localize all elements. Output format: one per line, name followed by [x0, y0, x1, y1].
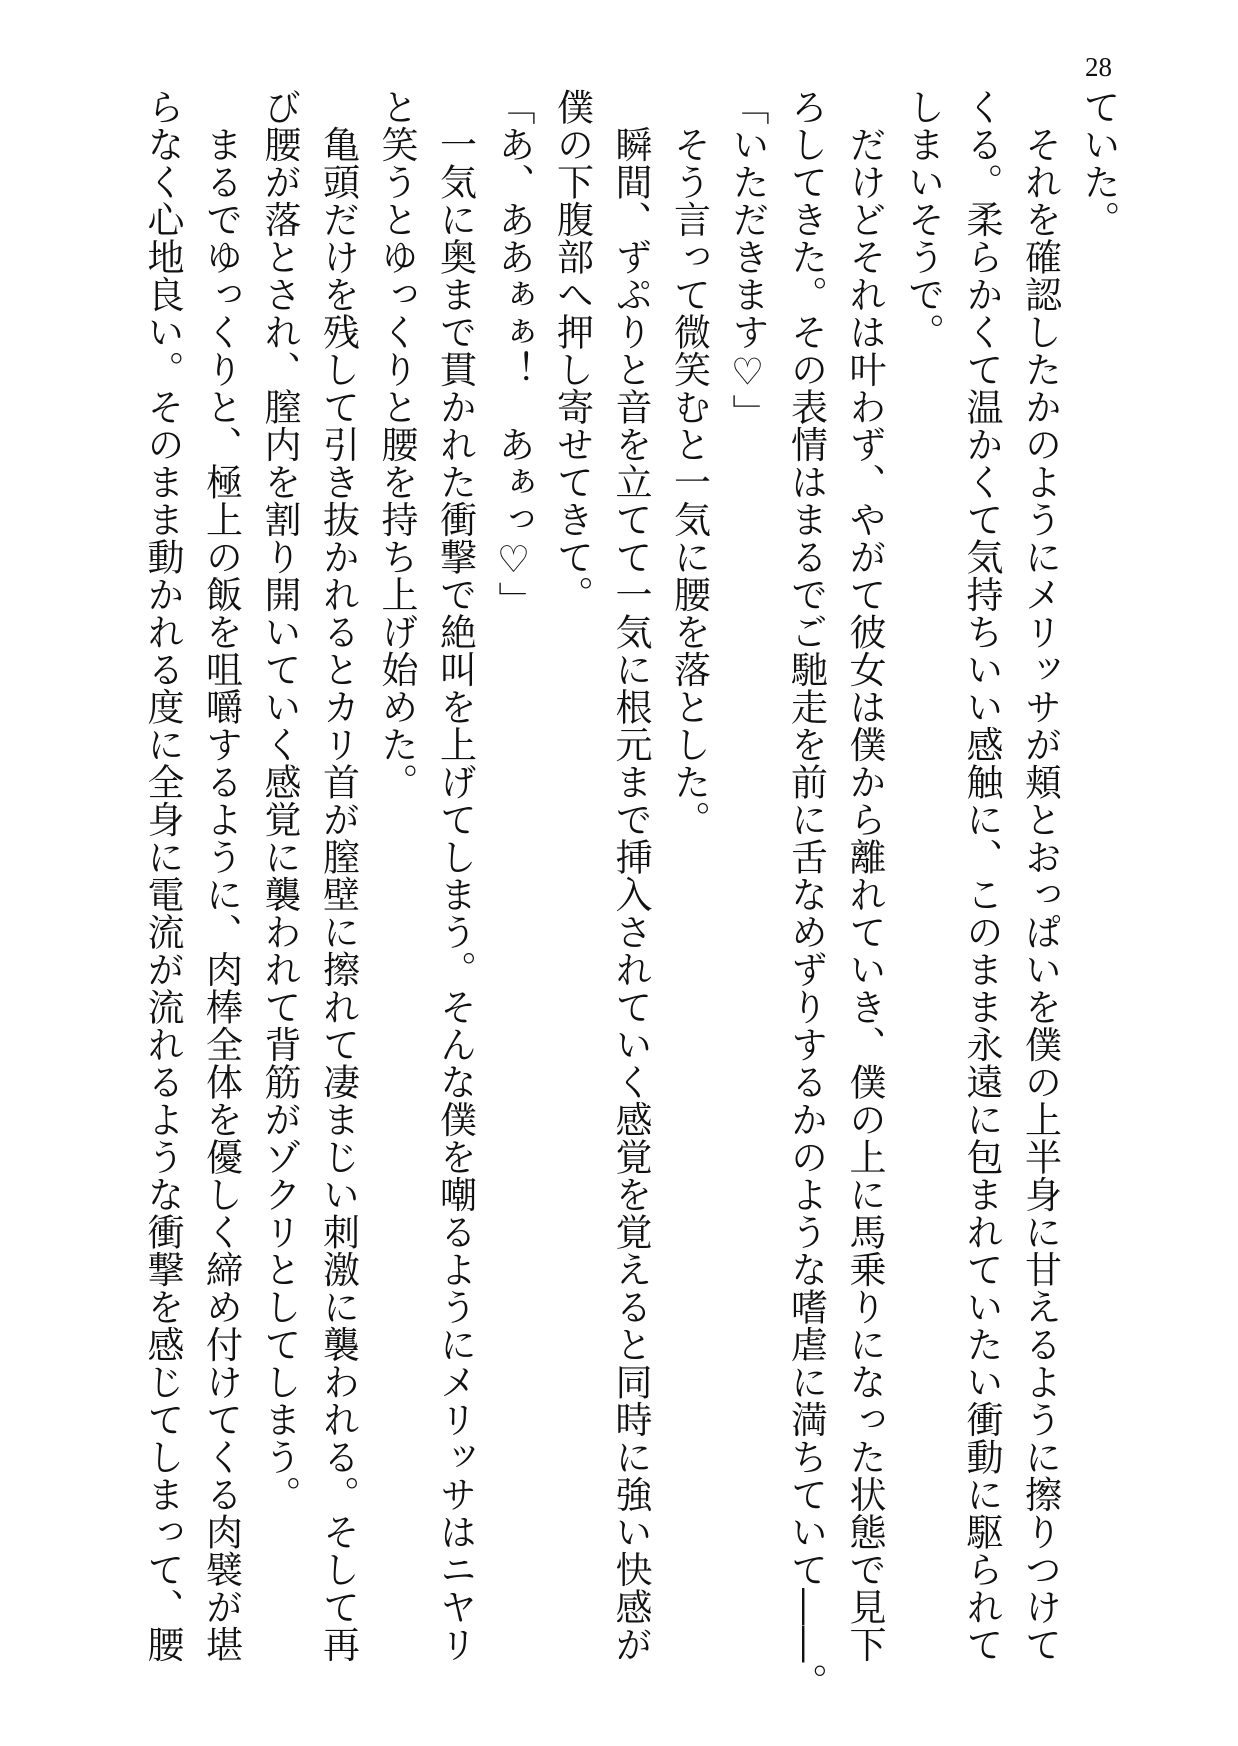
text-line: ていた。 — [1077, 88, 1120, 238]
text-line: 僕の下腹部へ押し寄せてきて。 — [550, 88, 594, 613]
text-line: 一気に奥まで貫かれた衝撃で絶叫を上げてしまう。そんな僕を嘲るようにメリッサはニヤリ — [433, 88, 477, 1663]
text-line: まるでゆっくりと、極上の飯を咀嚼するように、肉棒全体を優しく締め付けてくる肉襞が堪 — [199, 88, 243, 1663]
text-line: それを確認したかのようにメリッサが頬とおっぱいを僕の上半身に甘えるように擦りつけて — [1018, 88, 1062, 1663]
body-text — [127, 88, 1127, 1701]
text-line: らなく心地良い。そのまま動かれる度に全身に電流が流れるような衝撃を感じてしまって、腰 — [141, 88, 184, 1663]
text-line: び腰が落とされ、膣内を割り開いていく感覚に襲われて背筋がゾクリとしてしまう。 — [258, 88, 301, 1513]
text-line: しまいそうで。 — [901, 88, 945, 351]
text-line: だけどそれは叶わず、やがて彼女は僕から離れていき、僕の上に馬乗りになった状態で見下 — [843, 88, 886, 1663]
text-line: くる。柔らかくて温かくて気持ちいい感触に、このまま永遠に包まれていたい衝動に駆られて — [960, 88, 1003, 1663]
page-number: 28 — [1085, 52, 1112, 82]
text-line: ろしてきた。その表情はまるでご馳走を前に舌なめずりするかのような嗜虐に満ちていて――。 — [784, 88, 828, 1701]
text-line: そう言って微笑むと一気に腰を落とした。 — [667, 88, 711, 838]
text-line: 「いただきます♡」 — [726, 88, 769, 432]
text-line: と笑うとゆっくりと腰を持ち上げ始めた。 — [375, 88, 418, 801]
text-line: 瞬間、ずぷりと音を立てて一気に根元まで挿入されていく感覚を覚えると同時に強い快感が — [609, 88, 652, 1663]
text-line: 亀頭だけを残して引き抜かれるとカリ首が膣壁に擦れて凄まじい刺激に襲われる。そして再 — [316, 88, 360, 1663]
text-line: 「あ、ああぁぁ！ あぁっ♡」 — [492, 88, 535, 619]
